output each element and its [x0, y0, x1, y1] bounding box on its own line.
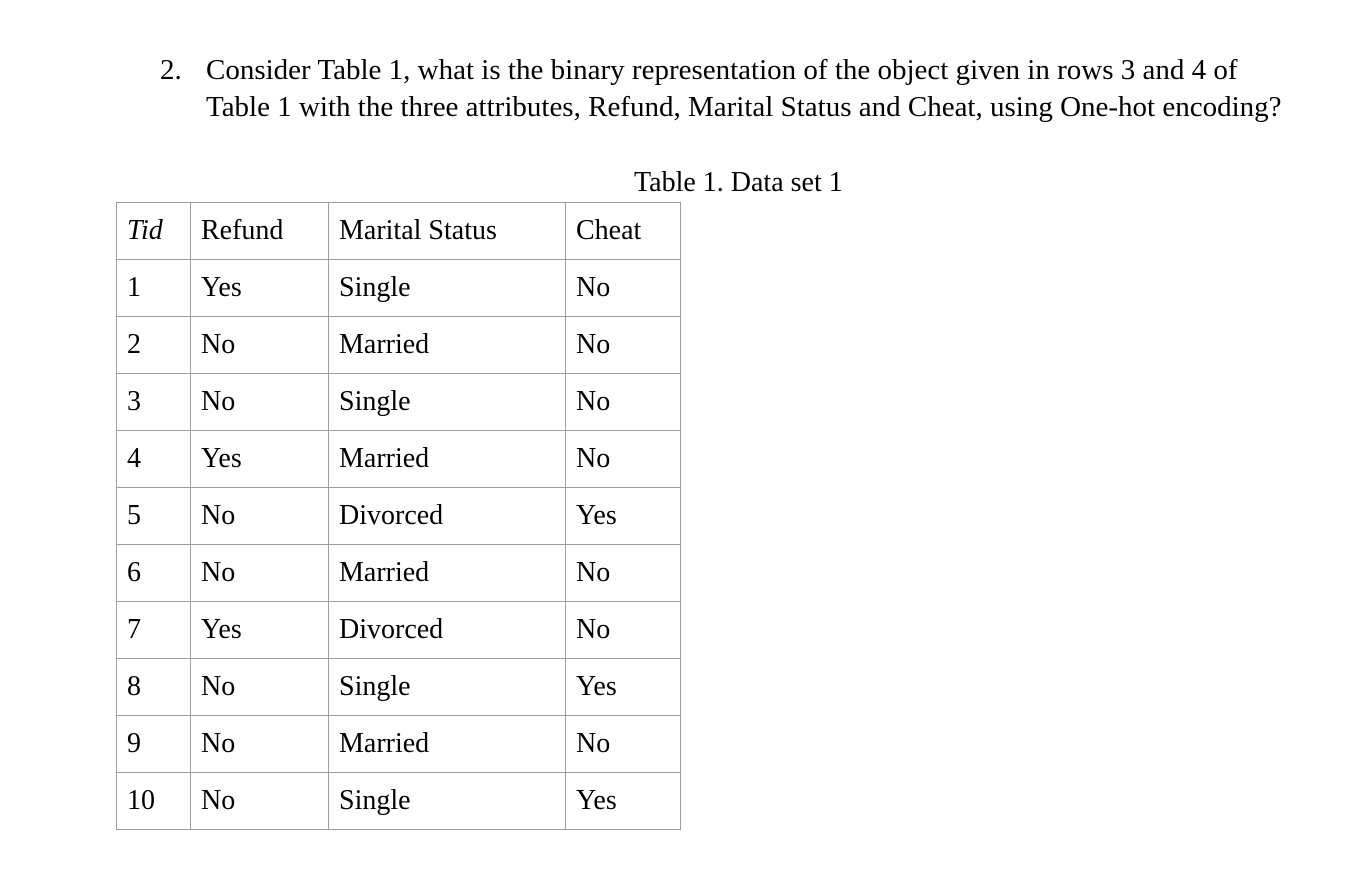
cell-cheat: No [566, 317, 681, 374]
cell-cheat: Yes [566, 488, 681, 545]
table-row [117, 431, 681, 488]
cell-marital-status: Divorced [329, 602, 566, 659]
cell-cheat: No [566, 431, 681, 488]
cell-tid: 6 [117, 545, 191, 602]
table-row [117, 716, 681, 773]
header-cheat: Cheat [566, 203, 681, 260]
question-number: 2. [160, 54, 182, 86]
table-caption: Table 1. Data set 1 [634, 167, 843, 198]
cell-tid: 3 [117, 374, 191, 431]
cell-tid: 10 [117, 773, 191, 830]
cell-cheat: No [566, 545, 681, 602]
table-row [117, 545, 681, 602]
cell-tid: 7 [117, 602, 191, 659]
cell-marital-status: Divorced [329, 488, 566, 545]
cell-cheat: No [566, 716, 681, 773]
question-block [160, 52, 1310, 126]
cell-marital-status: Single [329, 773, 566, 830]
cell-cheat: Yes [566, 659, 681, 716]
header-tid: Tid [117, 203, 191, 260]
cell-tid: 8 [117, 659, 191, 716]
cell-cheat: No [566, 374, 681, 431]
cell-refund: Yes [191, 602, 329, 659]
table-row [117, 317, 681, 374]
cell-refund: No [191, 317, 329, 374]
cell-marital-status: Married [329, 431, 566, 488]
cell-refund: Yes [191, 431, 329, 488]
header-marital-status: Marital Status [329, 203, 566, 260]
cell-refund: No [191, 374, 329, 431]
table-row [117, 773, 681, 830]
header-refund: Refund [191, 203, 329, 260]
cell-refund: No [191, 716, 329, 773]
cell-marital-status: Single [329, 260, 566, 317]
cell-tid: 9 [117, 716, 191, 773]
cell-refund: No [191, 488, 329, 545]
cell-cheat: No [566, 260, 681, 317]
table-row [117, 374, 681, 431]
cell-refund: No [191, 545, 329, 602]
cell-tid: 5 [117, 488, 191, 545]
cell-tid: 2 [117, 317, 191, 374]
cell-tid: 1 [117, 260, 191, 317]
cell-cheat: No [566, 602, 681, 659]
table-row [117, 260, 681, 317]
table-row [117, 488, 681, 545]
table-row [117, 659, 681, 716]
table-row [117, 602, 681, 659]
cell-refund: No [191, 659, 329, 716]
question-text: Consider Table 1, what is the binary representation of the object given in rows 3 and 4 of Table 1 with the three attributes, Refund, Marital Status and Cheat, using One-hot encoding? [206, 54, 1282, 123]
cell-marital-status: Married [329, 545, 566, 602]
cell-tid: 4 [117, 431, 191, 488]
data-table [116, 202, 681, 830]
cell-cheat: Yes [566, 773, 681, 830]
table-header-row [117, 203, 681, 260]
cell-marital-status: Married [329, 716, 566, 773]
cell-refund: No [191, 773, 329, 830]
cell-marital-status: Married [329, 317, 566, 374]
cell-marital-status: Single [329, 659, 566, 716]
cell-refund: Yes [191, 260, 329, 317]
cell-marital-status: Single [329, 374, 566, 431]
